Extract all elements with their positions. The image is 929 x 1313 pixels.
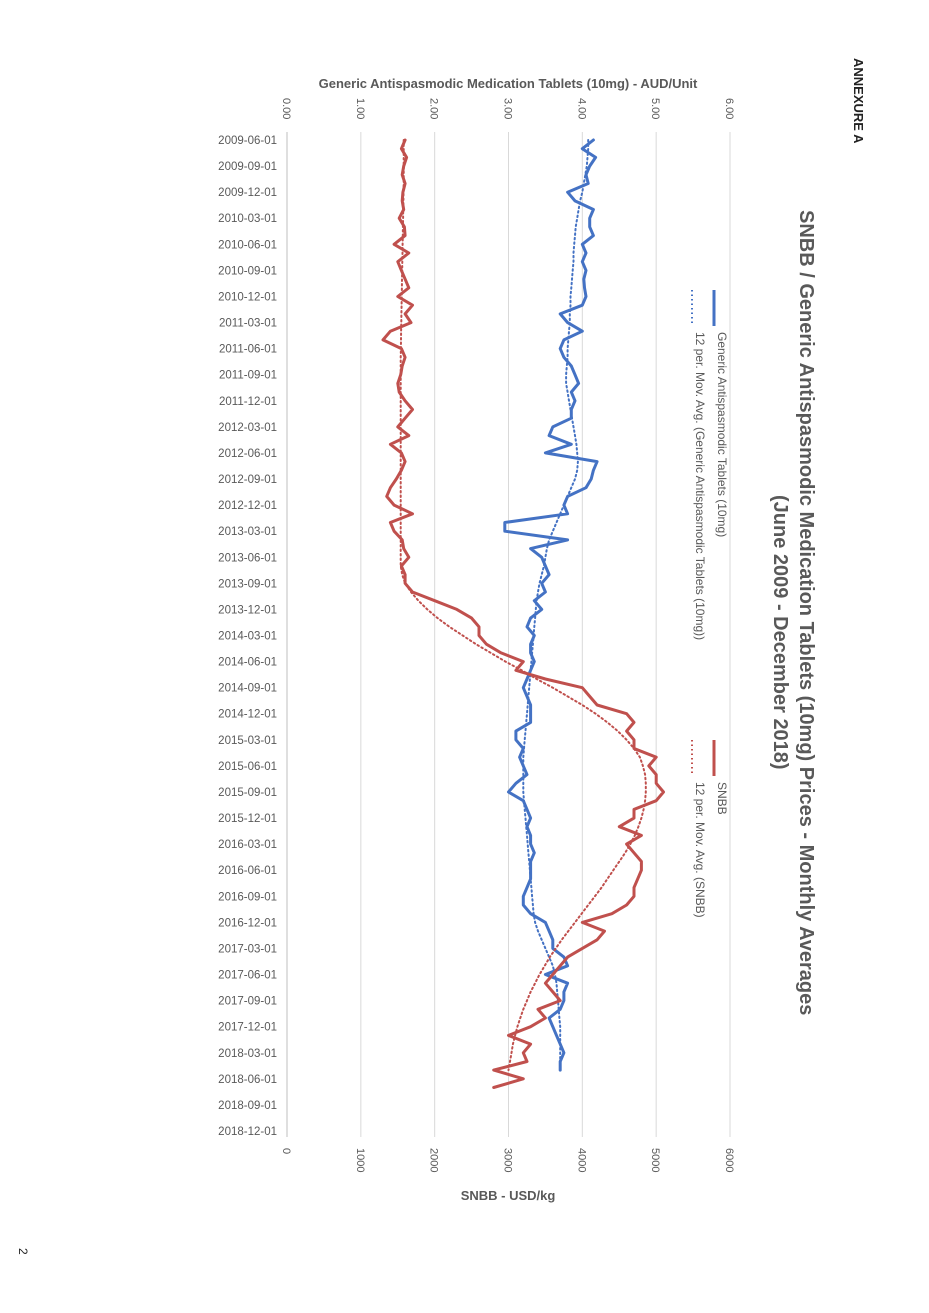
generic-tick-group — [502, 98, 514, 119]
snbb-tick-label: 2000 — [427, 1148, 440, 1173]
date-tick-label: 2015-12-01 — [218, 813, 277, 826]
date-tick-label: 2013-06-01 — [218, 552, 277, 565]
generic-tick-label: 2.00 — [427, 98, 440, 120]
date-tick-label: 2015-03-01 — [218, 734, 277, 747]
date-tick-label: 2011-03-01 — [219, 317, 277, 330]
generic-tick-group — [649, 98, 661, 119]
date-tick-label: 2015-06-01 — [218, 760, 277, 773]
date-tick-label: 2012-03-01 — [218, 421, 277, 434]
date-tick-label: 2011-06-01 — [219, 343, 277, 356]
generic-tick-group — [280, 98, 292, 119]
date-tick-label: 2018-12-01 — [218, 1126, 277, 1138]
snbb-tick-group — [280, 1148, 292, 1154]
generic-tick-label: 3.00 — [501, 98, 514, 120]
snbb-tick-label: 5000 — [649, 1148, 662, 1173]
date-tick-label: 2013-03-01 — [218, 526, 277, 539]
generic-tick-group — [354, 98, 366, 119]
date-tick-label: 2016-06-01 — [218, 865, 277, 878]
date-tick-label: 2017-06-01 — [218, 969, 277, 982]
date-tick-label: 2017-09-01 — [218, 995, 277, 1008]
legend — [692, 290, 729, 918]
snbb-tick-label: 0 — [280, 1148, 292, 1155]
generic-tick-group — [428, 98, 440, 119]
date-tick-label: 2017-12-01 — [218, 1021, 277, 1034]
snbb-tick-group — [354, 1148, 366, 1172]
generic-tick-group — [723, 98, 735, 119]
generic-tick-label: 4.00 — [575, 98, 588, 120]
snbb-tick-label: 1000 — [353, 1148, 366, 1173]
legend-label-group — [693, 782, 707, 918]
series-line-0 — [505, 140, 597, 1070]
date-tick-label: 2012-06-01 — [218, 447, 277, 460]
generic-tick-label: 1.00 — [353, 98, 366, 120]
chart-title-line1: SNBB / Generic Antispasmodic Medication Tablets (10mg) Prices - Monthly Averages — [795, 210, 817, 1016]
generic-tick-label: 0.00 — [280, 98, 292, 120]
legend-label-1: 12 per. Mov. Avg. (Generic Antispasmodic Tablets (10mg)) — [693, 332, 707, 641]
date-tick-label: 2017-03-01 — [218, 943, 277, 956]
legend-label-0: Generic Antispasmodic Tablets (10mg) — [715, 332, 729, 538]
date-tick-label: 2013-09-01 — [218, 578, 277, 591]
snbb-tick-group — [502, 1148, 514, 1172]
date-tick-label: 2016-03-01 — [218, 839, 277, 852]
date-tick-label: 2014-09-01 — [218, 682, 277, 695]
date-tick-label: 2009-12-01 — [218, 187, 277, 200]
legend-label-3: 12 per. Mov. Avg. (SNBB) — [693, 782, 707, 918]
date-tick-label: 2012-09-01 — [218, 474, 277, 487]
legend-label-group — [693, 332, 707, 640]
snbb-tick-group — [575, 1148, 587, 1172]
date-tick-label: 2018-06-01 — [218, 1073, 277, 1086]
date-tick-label: 2014-12-01 — [218, 708, 277, 721]
legend-label-2: SNBB — [715, 782, 729, 815]
date-tick-label: 2010-09-01 — [218, 265, 277, 278]
chart-title-line2: (June 2009 - December 2018) — [769, 495, 791, 770]
generic-tick-label: 6.00 — [723, 98, 735, 120]
date-tick-label: 2018-03-01 — [218, 1047, 277, 1060]
date-tick-label: 2010-12-01 — [218, 291, 277, 304]
date-tick-label: 2016-09-01 — [218, 891, 277, 904]
date-tick-label: 2012-12-01 — [218, 500, 277, 513]
legend-label-group — [715, 332, 729, 537]
date-tick-label: 2009-06-01 — [218, 135, 277, 147]
snbb-axis-label: SNBB - USD/kg — [460, 1188, 556, 1203]
page-number: 2 — [16, 1248, 30, 1255]
date-tick-label: 2010-03-01 — [218, 213, 277, 226]
generic-axis-ticks — [280, 98, 735, 119]
snbb-tick-group — [723, 1148, 735, 1172]
legend-label-group — [715, 782, 729, 815]
date-tick-label: 2015-09-01 — [218, 786, 277, 799]
annex-label: ANNEXURE A — [851, 58, 866, 144]
series-line-2 — [383, 140, 664, 1088]
generic-tick-group — [575, 98, 587, 119]
date-tick-label: 2014-06-01 — [218, 656, 277, 669]
snbb-tick-label: 6000 — [723, 1148, 735, 1173]
date-tick-label: 2013-12-01 — [218, 604, 277, 617]
generic-tick-label: 5.00 — [649, 98, 662, 120]
snbb-tick-label: 4000 — [575, 1148, 588, 1173]
snbb-tick-label: 3000 — [501, 1148, 514, 1173]
date-tick-label: 2016-12-01 — [218, 917, 277, 930]
generic-axis-label: Generic Antispasmodic Medication Tablets (10mg) - AUD/Unit — [318, 76, 698, 91]
date-tick-label: 2009-09-01 — [218, 161, 277, 174]
snbb-tick-group — [649, 1148, 661, 1172]
series-line-3 — [401, 140, 646, 1070]
date-tick-label: 2011-09-01 — [219, 369, 277, 382]
snbb-tick-group — [428, 1148, 440, 1172]
date-tick-label: 2011-12-01 — [219, 395, 277, 408]
date-tick-label: 2014-03-01 — [218, 630, 277, 643]
series-group — [383, 140, 664, 1088]
date-tick-label: 2018-09-01 — [218, 1099, 277, 1112]
snbb-axis-ticks — [280, 1148, 735, 1172]
date-axis-ticks — [218, 135, 277, 1138]
series-line-1 — [523, 140, 588, 1070]
date-tick-label: 2010-06-01 — [218, 239, 277, 252]
grid-lines — [287, 132, 730, 1137]
